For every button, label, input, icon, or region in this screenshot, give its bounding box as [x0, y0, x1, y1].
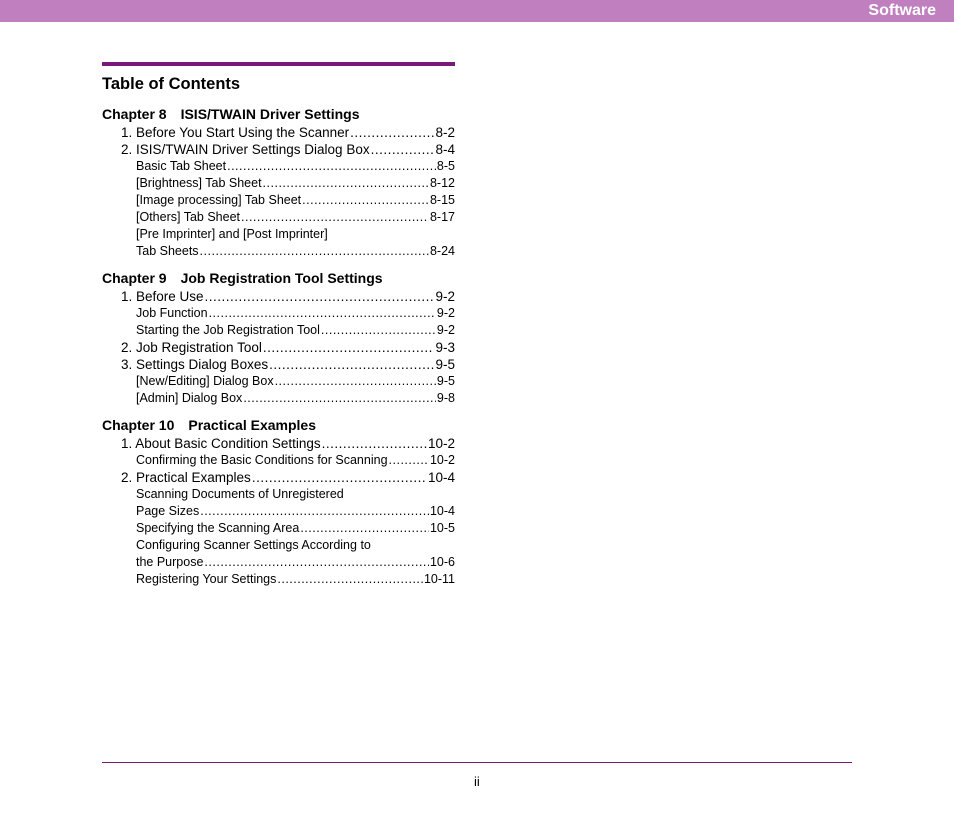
entry-text: [Image processing] Tab Sheet	[136, 193, 302, 207]
toc-subentry[interactable]	[102, 554, 455, 571]
entry-page: 10-2	[429, 453, 455, 467]
entry-page: 9-2	[436, 306, 455, 320]
entry-text: 2. Job Registration Tool	[121, 340, 262, 355]
section-label: Software	[868, 2, 936, 19]
entry-page: 10-2	[427, 436, 455, 451]
entry-text: Specifying the Scanning Area	[136, 521, 300, 535]
dot-leader	[275, 373, 436, 390]
entry-page: 8-5	[436, 159, 455, 173]
entry-text: [Brightness] Tab Sheet	[136, 176, 262, 190]
toc-subentry[interactable]	[102, 158, 455, 175]
toc-title: Table of Contents	[102, 75, 241, 93]
dot-leader	[350, 124, 434, 141]
entry-page: 10-4	[429, 504, 455, 518]
entry-text: [Others] Tab Sheet	[136, 210, 240, 224]
entry-text: Registering Your Settings	[136, 572, 277, 586]
entry-page: 9-3	[435, 340, 455, 355]
toc-subentry[interactable]	[102, 305, 455, 322]
entry-text: 3. Settings Dialog Boxes	[121, 357, 269, 372]
toc-subentry[interactable]	[102, 520, 455, 537]
entry-text: [Admin] Dialog Box	[136, 391, 243, 405]
chapter-number: Chapter 10	[102, 417, 175, 433]
toc-entry[interactable]	[102, 356, 455, 373]
dot-leader	[209, 305, 436, 322]
dot-leader	[252, 469, 427, 486]
entry-page: 10-11	[423, 572, 455, 586]
entry-text: Tab Sheets	[136, 244, 199, 258]
toc-subentry-line1[interactable]: Scanning Documents of Unregistered	[136, 487, 344, 501]
dot-leader	[200, 243, 429, 260]
entry-page: 8-4	[435, 142, 455, 157]
page-number: ii	[474, 774, 480, 789]
toc-subentry-line1[interactable]: Configuring Scanner Settings According to	[136, 538, 371, 552]
dot-leader	[389, 452, 429, 469]
chapter-title: Practical Examples	[188, 417, 316, 433]
entry-page: 10-5	[429, 521, 455, 535]
entry-page: 8-24	[429, 244, 455, 258]
section-header-bar	[0, 0, 954, 22]
chapter-number: Chapter 8	[102, 106, 167, 122]
table-of-contents	[102, 62, 455, 588]
dot-leader	[263, 175, 429, 192]
dot-leader	[204, 554, 429, 571]
toc-subentry[interactable]	[102, 175, 455, 192]
toc-subentry[interactable]	[102, 373, 455, 390]
entry-page: 8-12	[429, 176, 455, 190]
toc-entry[interactable]	[102, 435, 455, 452]
footer-rule	[102, 762, 852, 763]
entry-text: Page Sizes	[136, 504, 200, 518]
toc-subentry[interactable]	[102, 322, 455, 339]
dot-leader	[302, 192, 429, 209]
entry-page: 10-6	[429, 555, 455, 569]
entry-text: 1. Before You Start Using the Scanner	[121, 125, 350, 140]
toc-subentry[interactable]	[102, 209, 455, 226]
toc-subentry[interactable]	[102, 192, 455, 209]
entry-page: 8-17	[429, 210, 455, 224]
dot-leader	[200, 503, 429, 520]
toc-entry[interactable]	[102, 141, 455, 158]
entry-text: 1. Before Use	[121, 289, 204, 304]
dot-leader	[205, 288, 435, 305]
toc-subentry[interactable]	[102, 390, 455, 407]
dot-leader	[321, 322, 436, 339]
toc-entry[interactable]	[102, 124, 455, 141]
toc-top-rule	[102, 62, 455, 66]
dot-leader	[277, 571, 423, 588]
dot-leader	[322, 435, 427, 452]
chapter-heading[interactable]	[102, 415, 455, 435]
entry-page: 8-2	[435, 125, 455, 140]
toc-subentry[interactable]	[102, 243, 455, 260]
toc-entry[interactable]	[102, 339, 455, 356]
toc-subentry[interactable]	[102, 452, 455, 469]
entry-page: 10-4	[427, 470, 455, 485]
chapter-9	[102, 268, 455, 407]
dot-leader	[241, 209, 429, 226]
chapter-title: Job Registration Tool Settings	[180, 270, 383, 286]
dot-leader	[269, 356, 434, 373]
chapter-number: Chapter 9	[102, 270, 167, 286]
dot-leader	[300, 520, 429, 537]
toc-entry[interactable]	[102, 288, 455, 305]
dot-leader	[227, 158, 436, 175]
chapter-10	[102, 415, 455, 588]
toc-subentry[interactable]	[102, 571, 455, 588]
entry-text: Confirming the Basic Conditions for Scanning	[136, 453, 388, 467]
chapter-heading[interactable]	[102, 268, 455, 288]
entry-text: the Purpose	[136, 555, 204, 569]
chapter-8	[102, 104, 455, 260]
dot-leader	[371, 141, 435, 158]
toc-subentry-line1[interactable]: [Pre Imprinter] and [Post Imprinter]	[136, 227, 328, 241]
entry-page: 9-5	[436, 374, 455, 388]
entry-page: 9-5	[435, 357, 455, 372]
entry-page: 9-2	[435, 289, 455, 304]
entry-text: Job Function	[136, 306, 208, 320]
dot-leader	[243, 390, 436, 407]
toc-entry[interactable]	[102, 469, 455, 486]
entry-text: [New/Editing] Dialog Box	[136, 374, 274, 388]
entry-text: 2. Practical Examples	[121, 470, 251, 485]
entry-page: 9-8	[436, 391, 455, 405]
entry-page: 9-2	[436, 323, 455, 337]
entry-text: Starting the Job Registration Tool	[136, 323, 320, 337]
entry-text: 1. About Basic Condition Settings	[121, 436, 321, 451]
entry-page: 8-15	[429, 193, 455, 207]
chapter-title: ISIS/TWAIN Driver Settings	[180, 106, 360, 122]
chapter-heading[interactable]	[102, 104, 455, 124]
entry-text: Basic Tab Sheet	[136, 159, 227, 173]
toc-subentry[interactable]	[102, 503, 455, 520]
dot-leader	[263, 339, 435, 356]
entry-text: 2. ISIS/TWAIN Driver Settings Dialog Box	[121, 142, 370, 157]
